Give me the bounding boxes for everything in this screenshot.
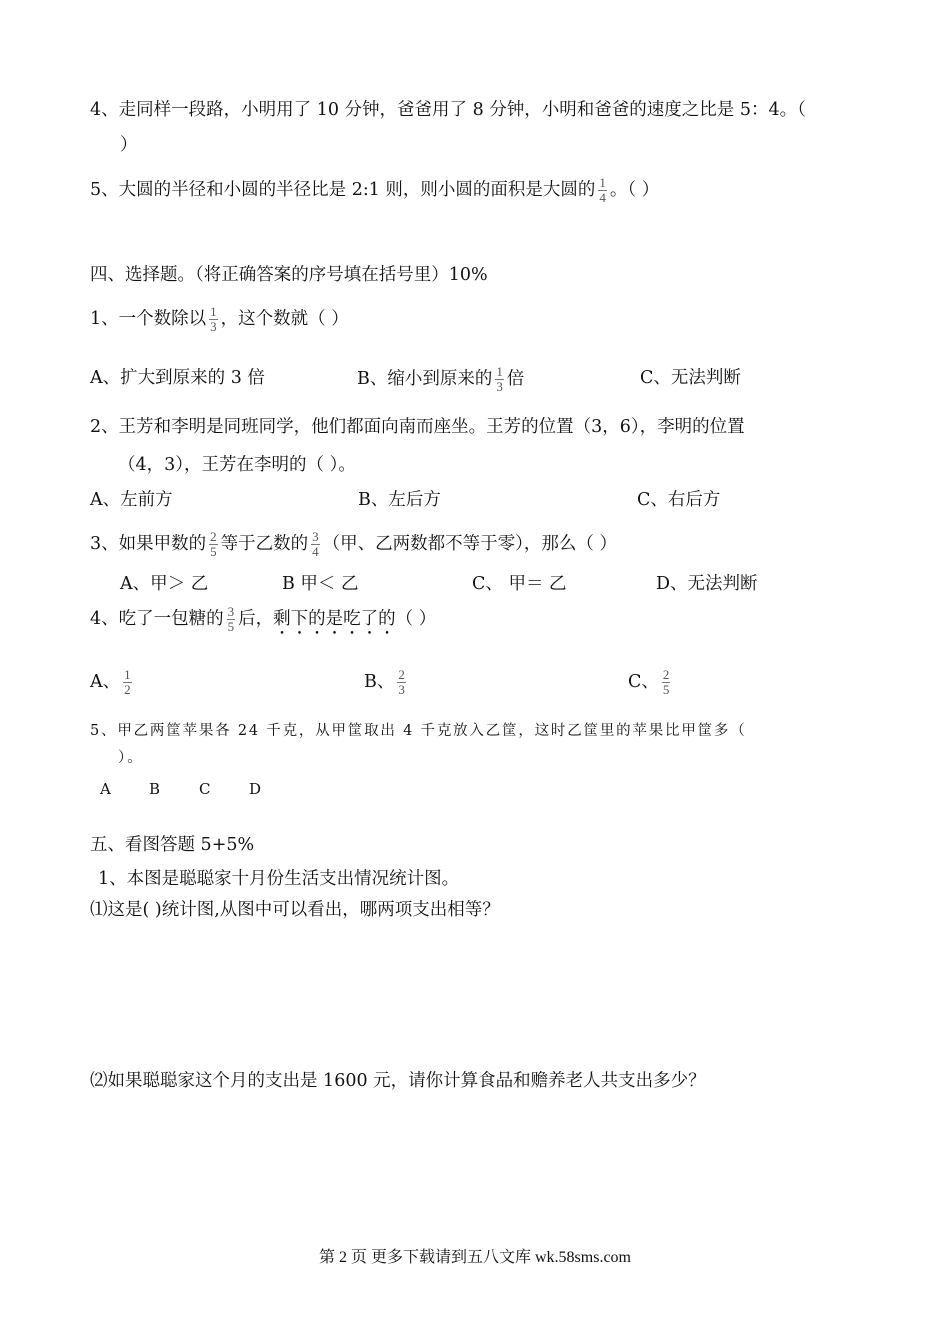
fraction-numerator: 1 — [496, 364, 503, 379]
q4-3-option-d: D、无法判断 — [656, 574, 758, 594]
fraction — [227, 605, 236, 634]
fraction — [123, 668, 132, 697]
q4-1-option-a: A、扩大到原来的 3 倍 — [90, 368, 265, 388]
q5-1-sub2: ⑵如果聪聪家这个月的支出是 1600 元，请你计算食品和赡养老人共支出多少？ — [90, 1071, 706, 1091]
q3-5-answer-blank: 。（ ） — [609, 180, 660, 200]
option-label: C、 — [628, 672, 659, 692]
q5-1-sub1: ⑴这是( )统计图,从图中可以看出，哪两项支出相等？ — [90, 900, 500, 920]
option-label: A、 — [90, 672, 121, 692]
q4-4-line — [90, 605, 436, 639]
q4-5-option-d: D — [249, 780, 262, 798]
option-text: B、缩小到原来的 — [357, 369, 493, 389]
q4-5-option-b: B — [149, 780, 161, 798]
fraction — [598, 176, 607, 205]
fraction-numerator: 1 — [210, 304, 217, 319]
q4-5-option-a: A — [100, 780, 111, 798]
q4-2-option-c: C、右后方 — [637, 490, 721, 510]
q4-3-text: 3、如果甲数的 — [90, 534, 207, 554]
fraction-numerator: 3 — [312, 529, 319, 544]
q4-2-line1: 2、王芳和李明是同班同学，他们都面向南而座坐。王芳的位置（3，6），李明的位置 — [90, 417, 745, 437]
page-footer: 第 2 页 更多下载请到五八文库 wk.58sms.com — [318, 1249, 631, 1266]
fraction-denominator: 4 — [599, 190, 606, 205]
fraction-numerator: 3 — [227, 604, 235, 619]
q4-3-option-c: C、 甲＝ 乙 — [472, 574, 567, 594]
q4-4-text: （ ） — [395, 609, 437, 629]
q4-3-line — [90, 530, 617, 559]
q4-1-text: 1、一个数除以 — [90, 309, 207, 329]
q4-4-option-b — [364, 668, 409, 697]
fraction-denominator: 3 — [398, 682, 405, 697]
q3-4-line2: ） — [120, 135, 138, 155]
q4-5-line1: 5、甲乙两筐苹果各 24 千克，从甲筐取出 4 千克放入乙筐，这时乙筐里的苹果比甲筐多（ — [90, 723, 747, 739]
fraction-numerator: 1 — [124, 667, 131, 682]
q4-2-option-b: B、左后方 — [358, 490, 441, 510]
q4-3-text: 等于乙数的 — [220, 534, 309, 554]
q4-5-line2: ）。 — [118, 750, 144, 766]
q4-1-line — [90, 305, 349, 334]
fraction — [397, 668, 406, 697]
q3-5-text: 5、大圆的半径和小圆的半径比是 2:1 则，则小圆的面积是大圆的 — [90, 180, 596, 200]
q4-2-option-a: A、左前方 — [90, 490, 173, 510]
section5-title: 五、看图答题 5+5% — [90, 835, 255, 855]
fraction-denominator: 5 — [662, 682, 670, 697]
fraction — [209, 305, 218, 334]
section4-title: 四、选择题。（将正确答案的序号填在括号里）10% — [90, 265, 488, 285]
q4-3-option-b: B 甲＜ 乙 — [282, 574, 359, 594]
fraction — [311, 530, 320, 559]
q4-5-option-c: C — [199, 780, 211, 798]
fraction-numerator: 1 — [599, 175, 606, 190]
q5-1-text: 1、本图是聪聪家十月份生活支出情况统计图。 — [98, 869, 460, 889]
fraction-denominator: 4 — [312, 544, 319, 559]
q4-4-option-c — [628, 668, 673, 697]
fraction-numerator: 2 — [398, 667, 405, 682]
q4-1-text-after: ，这个数就（ ） — [220, 309, 349, 329]
fraction-denominator: 2 — [124, 682, 131, 697]
fraction-denominator: 5 — [210, 544, 217, 559]
q3-4-line1: 4、走同样一段路，小明用了 10 分钟，爸爸用了 8 分钟，小明和爸爸的速度之比是 5：4。（ — [90, 100, 806, 120]
q4-3-option-a: A、甲＞ 乙 — [120, 574, 209, 594]
fraction — [209, 530, 218, 559]
fraction-denominator: 3 — [210, 319, 217, 334]
option-label: B、 — [364, 672, 395, 692]
q3-5-line — [90, 176, 659, 205]
q4-1-option-c: C、无法判断 — [640, 368, 741, 388]
fraction-denominator: 3 — [496, 379, 503, 394]
q4-4-text: 后， — [238, 609, 274, 629]
emphasized-text: 剩下的是吃了的 — [273, 609, 396, 629]
fraction-numerator: 2 — [662, 667, 670, 682]
q4-2-line2: （4，3），王芳在李明的（ ）。 — [118, 455, 356, 475]
fraction — [495, 365, 504, 394]
q4-3-text: （甲、乙两数都不等于零），那么（ ） — [322, 534, 617, 554]
option-text: 倍 — [506, 369, 525, 389]
fraction-denominator: 5 — [227, 619, 235, 634]
q4-4-option-a — [90, 668, 135, 697]
q4-1-option-b — [357, 365, 524, 394]
q4-4-text: 4、吃了一包糖的 — [90, 609, 224, 629]
fraction-numerator: 2 — [210, 529, 217, 544]
fraction — [662, 668, 671, 697]
